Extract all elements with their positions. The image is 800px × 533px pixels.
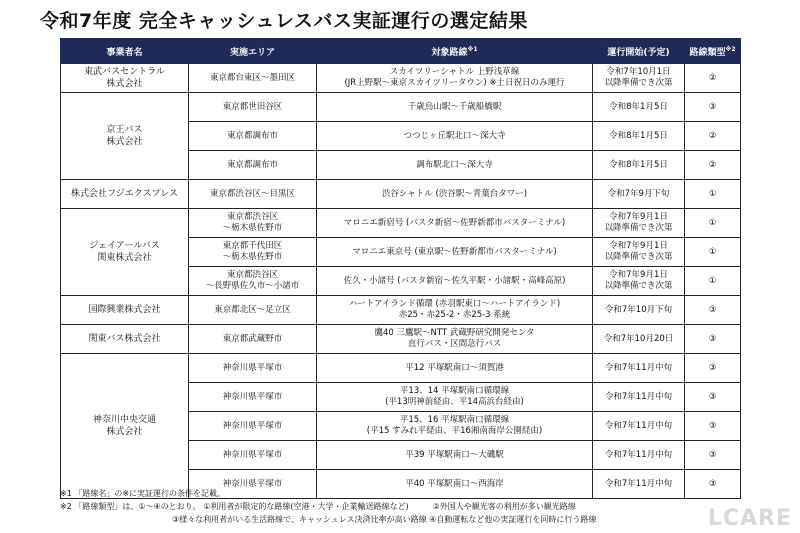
footnote-2: ※2 「路線類型」は、①～④のとおり。 ①利用者が限定的な路線(空港・大学・企業輸送路線など) ②外国人や観光客の利用が多い観光路線: [60, 502, 576, 511]
selection-results-table: [60, 38, 741, 499]
header-route-note: ※1: [467, 45, 478, 53]
start-date-cell: 令和7年10月1日 以降準備でき次第: [593, 64, 685, 93]
area-cell: 東京都世田谷区: [189, 93, 317, 122]
route-cell: 佐久・小諸号 (バスタ新宿～佐久平駅・小諸駅・高峰高原): [317, 267, 593, 296]
operator-name-cell: ジェイアールバス 関東株式会社: [61, 209, 189, 296]
route-type-cell: ③: [685, 93, 741, 122]
route-type-cell: ②: [685, 122, 741, 151]
route-cell: マロニエ新宿号 (バスタ新宿～佐野新都市バスターミナル): [317, 209, 593, 238]
start-date-cell: 令和7年10月下旬: [593, 296, 685, 325]
route-cell: ハートアイランド循環 (赤羽駅東口～ハートアイランド) 赤25・赤25-2・赤25-3 系統: [317, 296, 593, 325]
area-cell: 東京都渋谷区～目黒区: [189, 180, 317, 209]
header-start: 運行開始(予定): [593, 39, 685, 64]
footnotes: [60, 487, 760, 526]
start-date-cell: 令和7年11月中旬: [593, 383, 685, 412]
route-type-cell: ①: [685, 238, 741, 267]
header-operator: 事業者名: [61, 39, 189, 64]
page-title: 令和7年度 完全キャッシュレスバス実証運行の選定結果: [40, 10, 528, 32]
route-type-cell: ③: [685, 441, 741, 470]
route-cell: スカイツリーシャトル 上野浅草線 (JR上野駅～東京スカイツリータウン) ※土日祝日のみ運行: [317, 64, 593, 93]
area-cell: 神奈川県平塚市: [189, 441, 317, 470]
route-cell: つつじヶ丘駅北口～深大寺: [317, 122, 593, 151]
table-row: [61, 296, 741, 325]
start-date-cell: 令和7年9月1日 以降準備でき次第: [593, 209, 685, 238]
operator-name-cell: 神奈川中央交通 株式会社: [61, 354, 189, 499]
route-type-cell: ①: [685, 267, 741, 296]
route-type-cell: ①: [685, 209, 741, 238]
area-cell: 東京都千代田区 ～栃木県佐野市: [189, 238, 317, 267]
area-cell: 東京都台東区～墨田区: [189, 64, 317, 93]
area-cell: 東京都調布市: [189, 151, 317, 180]
area-cell: 東京都調布市: [189, 122, 317, 151]
header-type-label: 路線類型: [689, 47, 726, 58]
table-row: [61, 325, 741, 354]
header-type-note: ※2: [725, 45, 736, 53]
route-type-cell: ①: [685, 180, 741, 209]
route-type-cell: ③: [685, 296, 741, 325]
start-date-cell: 令和7年11月中旬: [593, 412, 685, 441]
route-cell: 鷹40 三鷹駅～NTT 武蔵野研究開発センタ 直行バス・区間急行バス: [317, 325, 593, 354]
route-type-cell: ③: [685, 470, 741, 499]
start-date-cell: 令和7年9月下旬: [593, 180, 685, 209]
route-cell: 千歳烏山駅～千歳船橋駅: [317, 93, 593, 122]
start-date-cell: 令和7年11月中旬: [593, 470, 685, 499]
start-date-cell: 令和7年10月20日: [593, 325, 685, 354]
route-cell: 平40 平塚駅南口～西海岸: [317, 470, 593, 499]
footnote-2-cont: ③様々な利用者がいる生活路線で、キャッシュレス決済比率が高い路線 ④自動運転など他の実証運行を同時に行う路線: [60, 515, 597, 524]
table-body: [61, 64, 741, 499]
route-cell: 渋谷シャトル (渋谷駅～青葉台タワー): [317, 180, 593, 209]
header-area: 実施エリア: [189, 39, 317, 64]
start-date-cell: 令和8年1月5日: [593, 122, 685, 151]
start-date-cell: 令和8年1月5日: [593, 93, 685, 122]
area-cell: 神奈川県平塚市: [189, 412, 317, 441]
operator-name-cell: 京王バス 株式会社: [61, 93, 189, 180]
table-row: [61, 209, 741, 238]
table-row: [61, 354, 741, 383]
operator-name-cell: 東武バスセントラル 株式会社: [61, 64, 189, 93]
watermark-logo: LCARE: [707, 506, 792, 531]
route-type-cell: ②: [685, 151, 741, 180]
route-type-cell: ③: [685, 383, 741, 412]
area-cell: 東京都北区～足立区: [189, 296, 317, 325]
table-header-row: [61, 39, 741, 64]
route-cell: 調布駅北口～深大寺: [317, 151, 593, 180]
route-type-cell: ③: [685, 354, 741, 383]
route-cell: 平13、14 平塚駅南口循環線 (平13明神前経由、平14高浜台経由): [317, 383, 593, 412]
area-cell: 神奈川県平塚市: [189, 470, 317, 499]
route-type-cell: ③: [685, 412, 741, 441]
footnote-1: ※1 「路線名」の※に実証運行の条件を記載。: [60, 489, 226, 498]
header-route: [317, 39, 593, 64]
operator-name-cell: 株式会社フジエクスプレス: [61, 180, 189, 209]
route-cell: 平12 平塚駅南口～須賀港: [317, 354, 593, 383]
start-date-cell: 令和7年11月中旬: [593, 441, 685, 470]
table-row: [61, 180, 741, 209]
route-type-cell: ③: [685, 325, 741, 354]
start-date-cell: 令和7年11月中旬: [593, 354, 685, 383]
operator-name-cell: 国際興業株式会社: [61, 296, 189, 325]
area-cell: 東京都渋谷区 ～長野県佐久市～小諸市: [189, 267, 317, 296]
start-date-cell: 令和7年9月1日 以降準備でき次第: [593, 238, 685, 267]
route-type-cell: ②: [685, 64, 741, 93]
table-row: [61, 93, 741, 122]
route-cell: マロニエ東京号 (東京駅～佐野新都市バスターミナル): [317, 238, 593, 267]
area-cell: 東京都渋谷区 ～栃木県佐野市: [189, 209, 317, 238]
area-cell: 東京都武蔵野市: [189, 325, 317, 354]
start-date-cell: 令和8年1月5日: [593, 151, 685, 180]
table-row: [61, 64, 741, 93]
start-date-cell: 令和7年9月1日 以降準備でき次第: [593, 267, 685, 296]
header-route-label: 対象路線: [431, 47, 468, 58]
operator-name-cell: 関東バス株式会社: [61, 325, 189, 354]
route-cell: 平39 平塚駅南口～大磯駅: [317, 441, 593, 470]
route-cell: 平15、16 平塚駅南口循環線 (平15 すみれ平経由、平16湘南海岸公園経由): [317, 412, 593, 441]
area-cell: 神奈川県平塚市: [189, 383, 317, 412]
area-cell: 神奈川県平塚市: [189, 354, 317, 383]
header-type: [685, 39, 741, 64]
